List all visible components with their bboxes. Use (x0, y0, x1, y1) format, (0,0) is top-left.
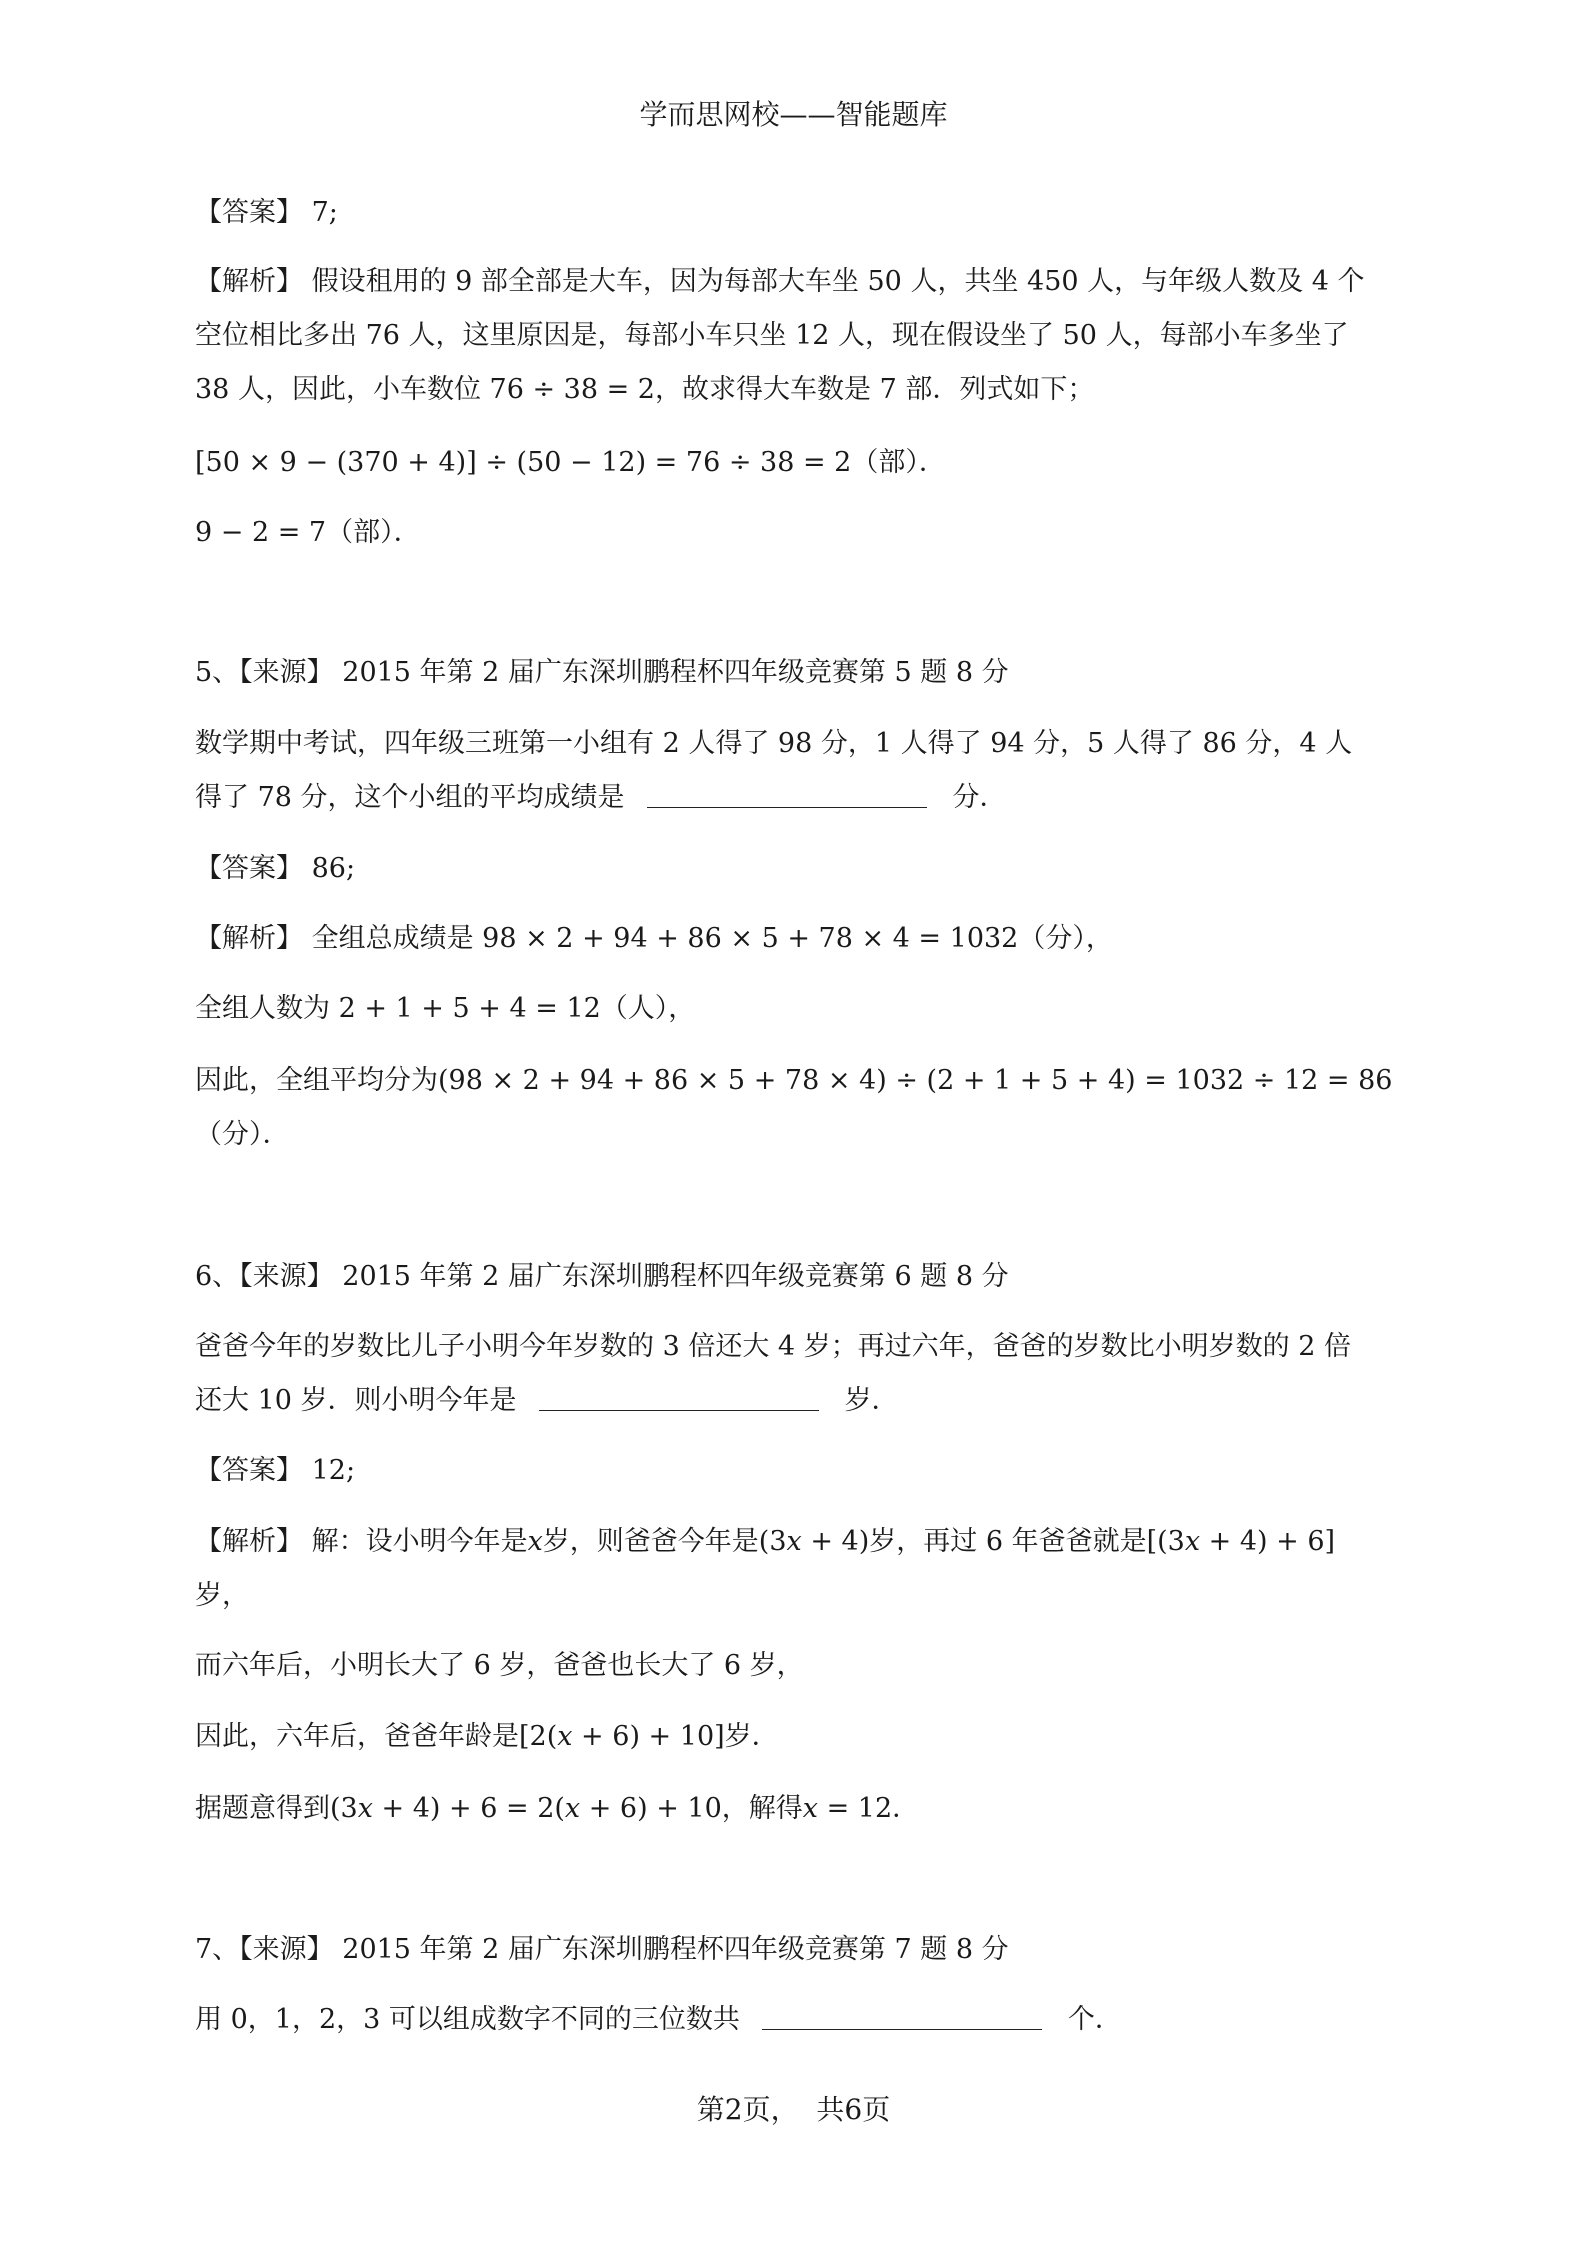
q4-analysis-line-2: 空位相比多出 76 人，这里原因是，每部小车只坐 12 人，现在假设坐了 50 人，每部小车多坐了 (195, 320, 1349, 351)
q5-stem-unit: 分． (952, 782, 1007, 813)
q5-stem-text: 得了 78 分，这个小组的平均成绩是 (195, 782, 625, 813)
q6-stem-unit: 岁． (844, 1385, 899, 1416)
page-header: 学而思网校——智能题库 (639, 98, 948, 131)
q7-stem (195, 2003, 1122, 2037)
q7-answer-blank[interactable] (762, 2003, 1042, 2030)
q7-stem-unit: 个． (1067, 2004, 1122, 2035)
q5-answer: 【答案】 86; (195, 853, 356, 884)
q4-formula-2: 9 − 2 = 7（部）． (195, 517, 421, 548)
q5-stem-line-1: 数学期中考试，四年级三班第一小组有 2 人得了 98 分，1 人得了 94 分，5 人得了 86 分，4 人 (195, 728, 1353, 759)
q4-analysis-line-3: 38 人，因此，小车数位 76 ÷ 38 = 2，故求得大车数是 7 部．列式如下； (195, 374, 1095, 405)
q5-analysis-line-1: 【解析】 全组总成绩是 98 × 2 + 94 + 86 × 5 + 78 × 4 = 1032（分）， (195, 923, 1113, 954)
page-footer: 第2页， 共6页 (696, 2093, 891, 2126)
q6-answer-blank[interactable] (539, 1384, 819, 1411)
q5-analysis-line-4: （分）． (195, 1119, 290, 1150)
q6-stem-text: 还大 10 岁．则小明今年是 (195, 1385, 517, 1416)
q6-analysis-line-1: 【解析】 解：设小明今年是𝑥岁，则爸爸今年是(3𝑥 + 4)岁，再过 6 年爸爸就是[(3𝑥 + 4) + 6] (195, 1526, 1336, 1557)
q5-stem-line-2 (195, 781, 1007, 815)
q5-answer-blank[interactable] (647, 781, 927, 808)
q6-answer: 【答案】 12; (195, 1455, 356, 1486)
q4-answer: 【答案】 7; (195, 197, 338, 228)
q6-analysis-line-3: 而六年后，小明长大了 6 岁，爸爸也长大了 6 岁， (195, 1650, 804, 1681)
q6-analysis-line-4: 因此，六年后，爸爸年龄是[2(𝑥 + 6) + 10]岁． (195, 1721, 779, 1752)
q4-formula-1: [50 × 9 − (370 + 4)] ÷ (50 − 12) = 76 ÷ 38 = 2（部）． (195, 447, 946, 478)
q5-source: 5、【来源】 2015 年第 2 届广东深圳鹏程杯四年级竞赛第 5 题 8 分 (195, 657, 1009, 688)
q7-source: 7、【来源】 2015 年第 2 届广东深圳鹏程杯四年级竞赛第 7 题 8 分 (195, 1934, 1009, 1965)
q6-stem-line-2 (195, 1384, 899, 1418)
q5-analysis-line-2: 全组人数为 2 + 1 + 5 + 4 = 12（人）， (195, 993, 696, 1024)
q6-stem-line-1: 爸爸今年的岁数比儿子小明今年岁数的 3 倍还大 4 岁；再过六年，爸爸的岁数比小明岁数的 2 倍 (195, 1331, 1352, 1362)
q6-source: 6、【来源】 2015 年第 2 届广东深圳鹏程杯四年级竞赛第 6 题 8 分 (195, 1261, 1009, 1292)
q6-analysis-line-5: 据题意得到(3𝑥 + 4) + 6 = 2(𝑥 + 6) + 10，解得𝑥 = 12． (195, 1793, 920, 1824)
q6-analysis-line-2: 岁， (195, 1580, 249, 1611)
q4-analysis-line-1: 【解析】 假设租用的 9 部全部是大车，因为每部大车坐 50 人，共坐 450 人，与年级人数及 4 个 (195, 266, 1365, 297)
q5-analysis-line-3: 因此，全组平均分为(98 × 2 + 94 + 86 × 5 + 78 × 4) ÷ (2 + 1 + 5 + 4) = 1032 ÷ 12 = 86 (195, 1065, 1393, 1096)
q7-stem-text: 用 0，1，2，3 可以组成数字不同的三位数共 (195, 2004, 740, 2035)
